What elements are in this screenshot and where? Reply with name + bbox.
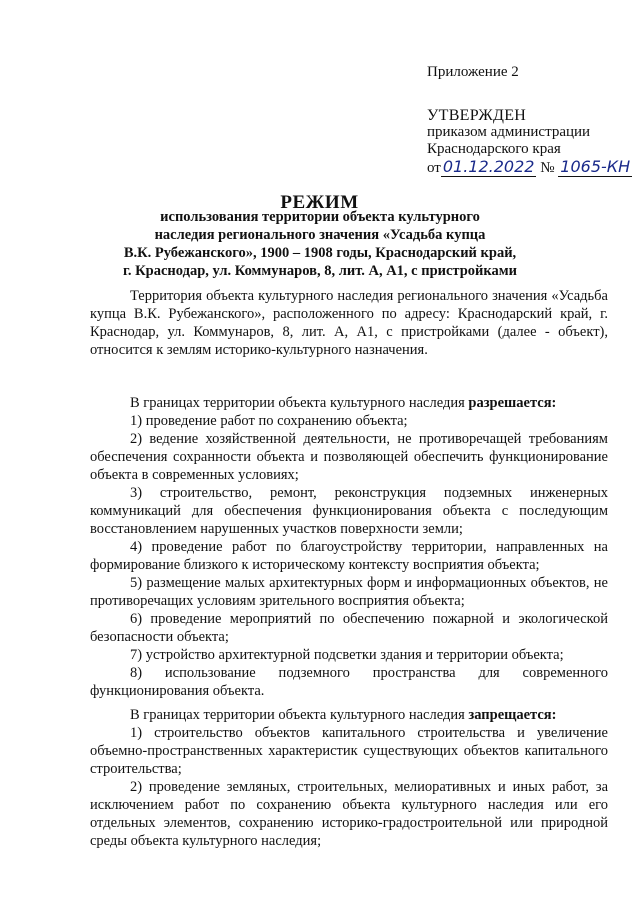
approved-label: УТВЕРЖДЕН bbox=[427, 107, 527, 124]
subtitle-line: наследия регионального значения «Усадьба купца bbox=[154, 227, 486, 243]
allowed-item: 1) проведение работ по сохранению объекта; bbox=[130, 413, 408, 429]
intro-paragraph: Территория объекта культурного наследия регионального значения «Усадьба купца В.К. Рубежанского», расположенного по адресу: Краснодарский край, г. Краснодар, ул. Коммунаров, 8, лит. А, А1, с пристройками (далее - объект), относится к землям историко-культурного назначения. bbox=[90, 288, 608, 358]
subtitle-line: г. Краснодар, ул. Коммунаров, 8, лит. А, А1, с пристройками bbox=[122, 263, 518, 279]
order-number: 1065-КН bbox=[560, 157, 631, 176]
forbidden-lead-text: В границах территории объекта культурного наследия bbox=[130, 707, 469, 723]
appendix-label: Приложение 2 bbox=[427, 64, 519, 80]
allowed-item: 8) использование подземного пространства для современного функционирования объекта. bbox=[90, 665, 608, 699]
allowed-lead-text: В границах территории объекта культурного наследия bbox=[130, 395, 469, 411]
order-number-prefix: № bbox=[540, 160, 555, 176]
subtitle-line: использования территории объекта культурного bbox=[160, 209, 480, 225]
allowed-item: 6) проведение мероприятий по обеспечению пожарной и экологической безопасности объекта; bbox=[90, 611, 608, 645]
forbidden-item: 2) проведение земляных, строительных, мелиоративных и иных работ, за исключением работ по сохранению объекта культурного наследия или его отдельных элементов, сохранению историко-градостроительной или природной среды объекта культурного наследия; bbox=[90, 779, 608, 849]
approval-block bbox=[427, 64, 632, 177]
forbidden-lead bbox=[90, 706, 608, 724]
document-subtitle bbox=[60, 208, 580, 280]
forbidden-section bbox=[90, 706, 608, 850]
allowed-item: 5) размещение малых архитектурных форм и информационных объектов, не противоречащих условиям зрительного восприятия объекта; bbox=[90, 575, 608, 609]
subtitle-line: В.К. Рубежанского», 1900 – 1908 годы, Краснодарский край, bbox=[123, 245, 517, 261]
allowed-item: 7) устройство архитектурной подсветки здания и территории объекта; bbox=[130, 647, 564, 663]
order-line-2: Краснодарского края bbox=[427, 141, 561, 157]
order-date: 01.12.2022 bbox=[442, 157, 535, 176]
intro-section bbox=[90, 287, 608, 359]
allowed-item: 4) проведение работ по благоустройству территории, направленных на формирование близкого к историческому контексту восприятия объекта; bbox=[90, 539, 608, 573]
forbidden-lead-bold: запрещается: bbox=[468, 707, 557, 723]
order-line-1: приказом администрации bbox=[427, 124, 591, 140]
allowed-item: 2) ведение хозяйственной деятельности, не противоречащей требованиям обеспечения сохранности объекта и позволяющей обеспечить функционирование объекта в современных условиях; bbox=[90, 431, 608, 483]
allowed-item: 3) строительство, ремонт, реконструкция подземных инженерных коммуникаций для обеспечения функционирования объекта с последующим восстановлением нарушенных участков поверхности земли; bbox=[90, 485, 608, 537]
allowed-lead bbox=[90, 394, 608, 412]
order-date-number-line bbox=[427, 158, 632, 177]
allowed-section bbox=[90, 394, 608, 700]
allowed-lead-bold: разрешается: bbox=[468, 395, 557, 411]
order-prefix: от bbox=[427, 160, 441, 176]
forbidden-item: 1) строительство объектов капитального строительства и увеличение объемно-пространственных характеристик существующих объектов капитального строительства; bbox=[90, 725, 608, 777]
document-title: РЕЖИМ bbox=[280, 192, 359, 213]
